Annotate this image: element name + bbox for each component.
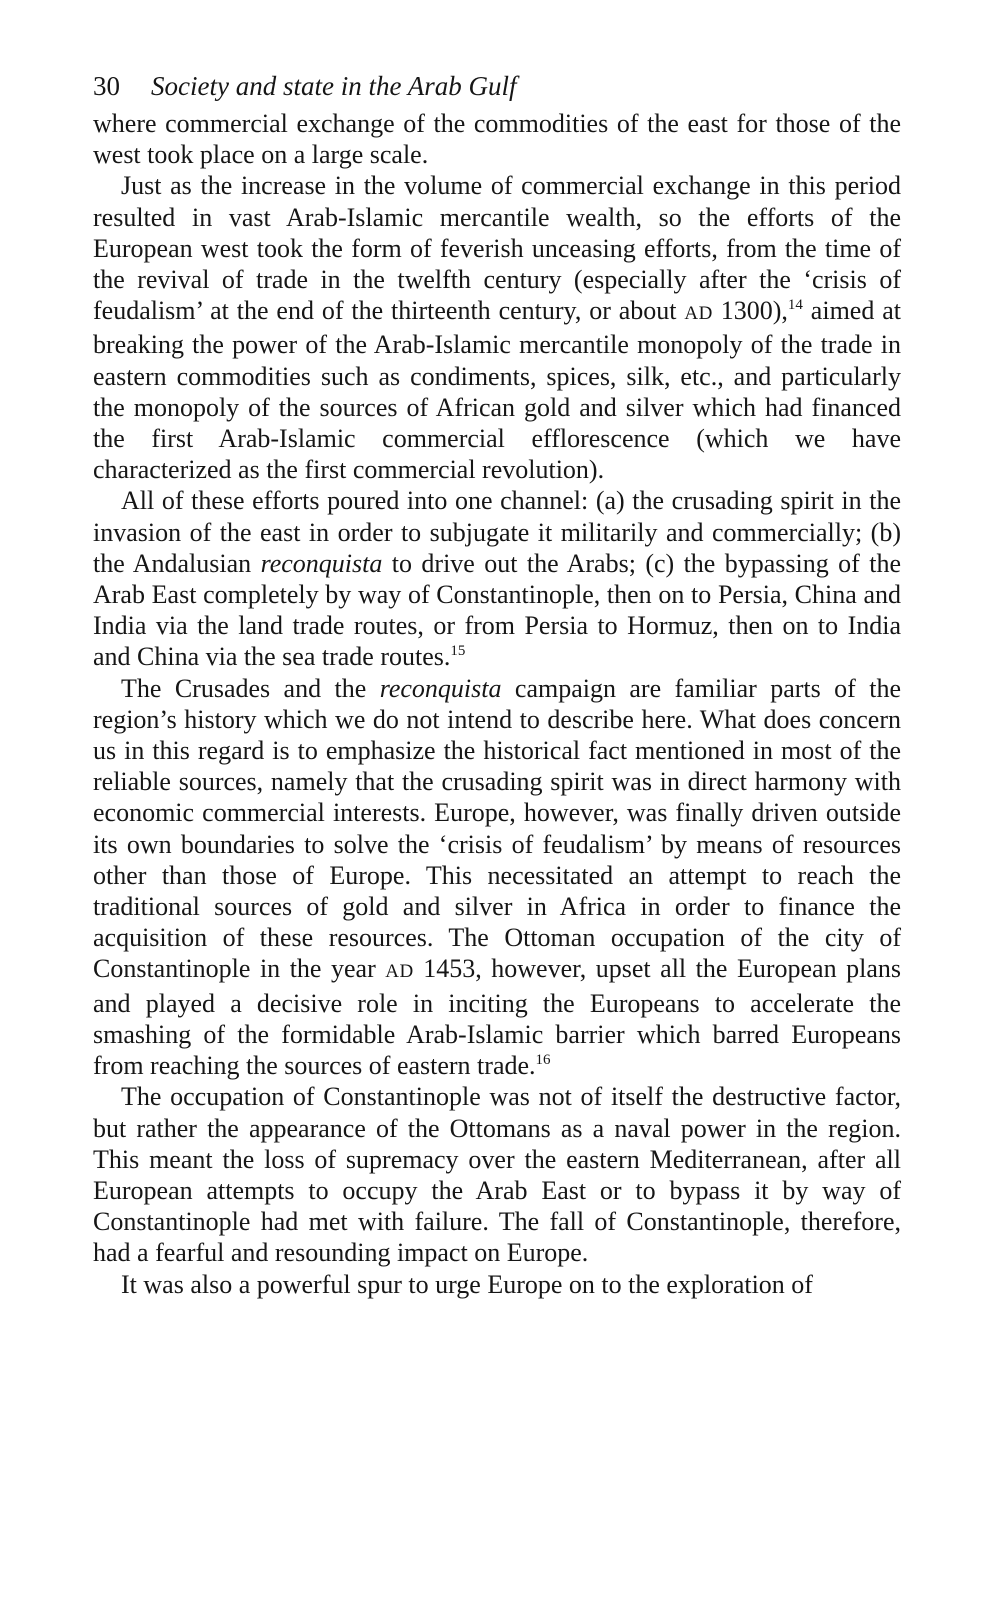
body-text	[93, 108, 901, 1300]
italic-term: reconquista	[260, 548, 383, 578]
paragraph	[93, 170, 901, 485]
text-run: All of these efforts poured into one channel: (a) the crusading spirit in the invasion of the east in order to subjugate it militarily and commercially; (b) the Andalusian	[93, 486, 901, 578]
paragraph	[93, 485, 901, 672]
running-title: Society and state in the Arab Gulf	[151, 71, 517, 101]
text-run: Just as the increase in the volume of commercial exchange in this period resulted in vast Arab-Islamic mercantile wealth, so the efforts of the European west took the form of feverish unceasing efforts, from the time of the revival of trade in the twelfth century (especially after the ‘crisis of feudalism’ at the end of the thirteenth century, or about	[93, 171, 901, 326]
text-run: It was also a powerful spur to urge Europe on to the exploration of	[121, 1269, 813, 1299]
text-run: 1300),	[712, 296, 788, 326]
page-number: 30	[93, 71, 120, 101]
running-head	[93, 70, 901, 108]
text-run: The occupation of Constantinople was not of itself the destructive factor, but rather the appearance of the Ottomans as a naval power in the region. This meant the loss of supremacy over the eastern Mediterranean, after all European attempts to occupy the Arab East or to bypass it by way of Constantinople had met with failure. The fall of Constantinople, therefore, had a fearful and resounding impact on Europe.	[93, 1082, 901, 1268]
era-abbreviation: AD	[684, 303, 713, 325]
era-abbreviation: AD	[385, 961, 414, 983]
text-run: 1453, however, upset all the European plans and played a decisive role in inciting the Europeans to accelerate the smashing of the formidable Arab-Islamic barrier which barred Europeans from reaching the sources of eastern trade.	[93, 954, 901, 1081]
italic-term: reconquista	[379, 673, 502, 703]
footnote-reference: 14	[787, 297, 803, 314]
book-page	[93, 70, 901, 1300]
footnote-reference: 16	[535, 1052, 551, 1069]
paragraph	[93, 1081, 901, 1268]
paragraph	[93, 1269, 901, 1300]
text-run: where commercial exchange of the commodities of the east for those of the west took place on a large scale.	[93, 109, 901, 170]
text-run: The Crusades and the	[121, 673, 380, 703]
text-run: aimed at breaking the power of the Arab-Islamic mercantile monopoly of the trade in eastern commodities such as condiments, spices, silk, etc., and particularly the monopoly of the sources of African gold and silver which had financed the first Arab-Islamic commercial efflorescence (which we have characterized as the first commercial revolution).	[93, 296, 901, 485]
footnote-reference: 15	[450, 643, 466, 660]
paragraph	[93, 673, 901, 1082]
text-run: to drive out the Arabs; (c) the bypassing of the Arab East completely by way of Constantinople, then on to Persia, China and India via the land trade routes, or from Persia to Hormuz, then on to India and China via the sea trade routes.	[93, 548, 901, 672]
paragraph	[93, 108, 901, 170]
text-run: campaign are familiar parts of the region’s history which we do not intend to describe here. What does concern us in this regard is to emphasize the historical fact mentioned in most of the reliable sources, namely that the crusading spirit was in direct harmony with economic commercial interests. Europe, however, was finally driven outside its own boundaries to solve the ‘crisis of feudalism’ by means of resources other than those of Europe. This necessitated an attempt to reach the traditional sources of gold and silver in Africa in order to finance the acquisition of these resources. The Ottoman occupation of the city of Constantinople in the year	[93, 673, 902, 984]
